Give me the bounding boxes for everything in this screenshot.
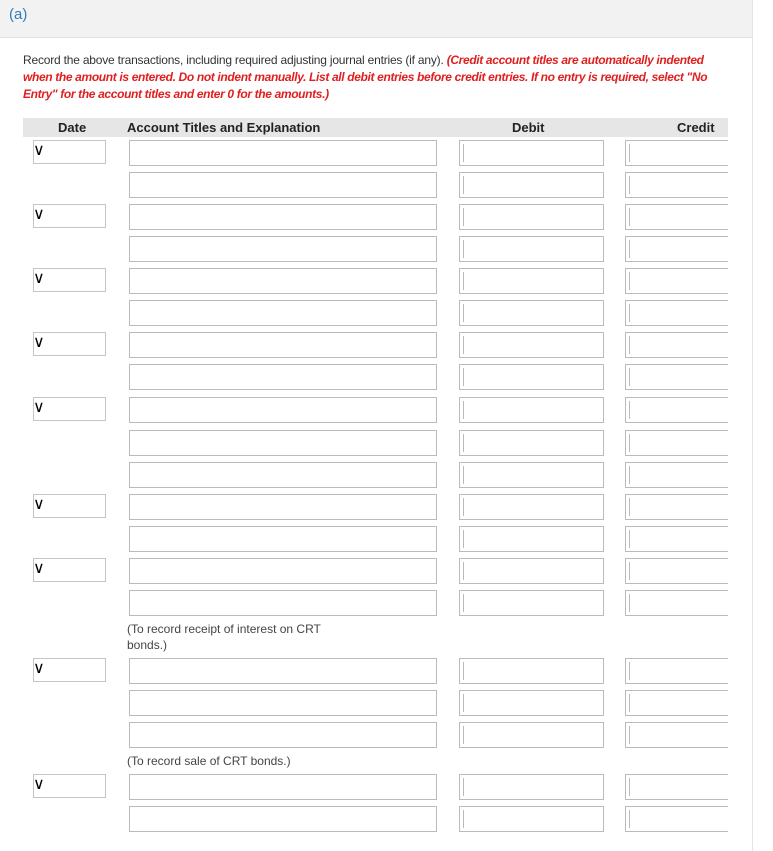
credit-input[interactable] xyxy=(625,462,728,488)
debit-input[interactable] xyxy=(459,268,604,294)
input-edge xyxy=(629,530,630,548)
account-title-input[interactable] xyxy=(129,397,437,423)
journal-row xyxy=(0,300,773,326)
debit-input[interactable] xyxy=(459,658,604,684)
credit-input[interactable] xyxy=(625,430,728,456)
chevron-down-icon: ∨ xyxy=(33,142,45,159)
journal-row xyxy=(0,774,773,800)
account-title-input[interactable] xyxy=(129,558,437,584)
debit-input[interactable] xyxy=(459,806,604,832)
input-edge xyxy=(463,176,464,194)
credit-input[interactable] xyxy=(625,364,728,390)
input-edge xyxy=(629,810,630,828)
journal-row xyxy=(0,658,773,684)
input-edge xyxy=(463,466,464,484)
chevron-down-icon: ∨ xyxy=(33,496,45,513)
account-title-input[interactable] xyxy=(129,268,437,294)
credit-input[interactable] xyxy=(625,806,728,832)
input-edge xyxy=(463,304,464,322)
chevron-down-icon: ∨ xyxy=(33,776,45,793)
input-edge xyxy=(629,144,630,162)
journal-row xyxy=(0,397,773,423)
account-title-input[interactable] xyxy=(129,204,437,230)
part-header-bar xyxy=(0,0,752,38)
part-label: (a) xyxy=(9,6,28,23)
credit-input[interactable] xyxy=(625,690,728,716)
input-edge xyxy=(629,208,630,226)
input-edge xyxy=(629,594,630,612)
input-edge xyxy=(629,304,630,322)
input-edge xyxy=(463,594,464,612)
header-date: Date xyxy=(58,120,87,135)
account-title-input[interactable] xyxy=(129,806,437,832)
journal-row xyxy=(0,462,773,488)
journal-row xyxy=(0,236,773,262)
debit-input[interactable] xyxy=(459,332,604,358)
debit-input[interactable] xyxy=(459,590,604,616)
chevron-down-icon: ∨ xyxy=(33,270,45,287)
input-edge xyxy=(629,466,630,484)
input-edge xyxy=(463,498,464,516)
input-edge xyxy=(463,401,464,419)
input-edge xyxy=(463,434,464,452)
header-account-titles: Account Titles and Explanation xyxy=(127,120,321,135)
journal-row xyxy=(0,590,773,616)
debit-input[interactable] xyxy=(459,494,604,520)
account-title-input[interactable] xyxy=(129,236,437,262)
explanation-interest: (To record receipt of interest on CRT bonds.) xyxy=(127,622,321,652)
account-title-input[interactable] xyxy=(129,658,437,684)
input-edge xyxy=(629,434,630,452)
account-title-input[interactable] xyxy=(129,364,437,390)
journal-row xyxy=(0,332,773,358)
input-edge xyxy=(629,726,630,744)
debit-input[interactable] xyxy=(459,397,604,423)
debit-input[interactable] xyxy=(459,172,604,198)
account-title-input[interactable] xyxy=(129,774,437,800)
instructions xyxy=(23,52,735,103)
input-edge xyxy=(463,662,464,680)
input-edge xyxy=(463,810,464,828)
header-debit: Debit xyxy=(512,120,545,135)
debit-input[interactable] xyxy=(459,722,604,748)
credit-input[interactable] xyxy=(625,300,728,326)
input-edge xyxy=(463,694,464,712)
credit-input[interactable] xyxy=(625,494,728,520)
credit-input[interactable] xyxy=(625,236,728,262)
credit-input[interactable] xyxy=(625,558,728,584)
input-edge xyxy=(629,498,630,516)
debit-input[interactable] xyxy=(459,364,604,390)
account-title-input[interactable] xyxy=(129,332,437,358)
input-edge xyxy=(463,240,464,258)
journal-row xyxy=(0,526,773,552)
input-edge xyxy=(629,401,630,419)
header-credit: Credit xyxy=(677,120,715,135)
instructions-text: Record the above transactions, including required adjusting journal entries (if any). xyxy=(23,53,447,67)
account-title-input[interactable] xyxy=(129,140,437,166)
input-edge xyxy=(463,530,464,548)
input-edge xyxy=(463,562,464,580)
chevron-down-icon: ∨ xyxy=(33,660,45,677)
credit-input[interactable] xyxy=(625,722,728,748)
debit-input[interactable] xyxy=(459,462,604,488)
input-edge xyxy=(629,562,630,580)
input-edge xyxy=(629,176,630,194)
input-edge xyxy=(629,368,630,386)
journal-row xyxy=(0,494,773,520)
journal-row xyxy=(0,690,773,716)
credit-input[interactable] xyxy=(625,774,728,800)
input-edge xyxy=(629,240,630,258)
credit-input[interactable] xyxy=(625,268,728,294)
account-title-input[interactable] xyxy=(129,300,437,326)
debit-input[interactable] xyxy=(459,430,604,456)
account-title-input[interactable] xyxy=(129,690,437,716)
journal-row xyxy=(0,364,773,390)
input-edge xyxy=(463,778,464,796)
debit-input[interactable] xyxy=(459,300,604,326)
input-edge xyxy=(463,368,464,386)
journal-row xyxy=(0,430,773,456)
debit-input[interactable] xyxy=(459,236,604,262)
journal-row xyxy=(0,558,773,584)
input-edge xyxy=(629,694,630,712)
chevron-down-icon: ∨ xyxy=(33,560,45,577)
account-title-input[interactable] xyxy=(129,494,437,520)
credit-input[interactable] xyxy=(625,172,728,198)
journal-row xyxy=(0,172,773,198)
credit-input[interactable] xyxy=(625,204,728,230)
debit-input[interactable] xyxy=(459,558,604,584)
journal-row xyxy=(0,140,773,166)
credit-input[interactable] xyxy=(625,140,728,166)
explanation-sale: (To record sale of CRT bonds.) xyxy=(127,754,291,768)
input-edge xyxy=(629,662,630,680)
instructions-note: (Credit account titles are automatically indented when the amount is entered. Do not indent manually. List all debit entries before credit entries. If no entry is required, select "No Entry" for the account titles and enter 0 for the amounts.) xyxy=(23,53,708,101)
debit-input[interactable] xyxy=(459,140,604,166)
account-title-input[interactable] xyxy=(129,722,437,748)
input-edge xyxy=(629,336,630,354)
debit-input[interactable] xyxy=(459,526,604,552)
account-title-input[interactable] xyxy=(129,172,437,198)
input-edge xyxy=(463,336,464,354)
input-edge xyxy=(463,726,464,744)
input-edge xyxy=(629,778,630,796)
journal-row xyxy=(0,722,773,748)
debit-input[interactable] xyxy=(459,774,604,800)
account-title-input[interactable] xyxy=(129,430,437,456)
chevron-down-icon: ∨ xyxy=(33,206,45,223)
credit-input[interactable] xyxy=(625,526,728,552)
journal-row xyxy=(0,204,773,230)
journal-row xyxy=(0,268,773,294)
journal-row xyxy=(0,806,773,832)
account-title-input[interactable] xyxy=(129,590,437,616)
chevron-down-icon: ∨ xyxy=(33,399,45,416)
input-edge xyxy=(463,144,464,162)
debit-input[interactable] xyxy=(459,690,604,716)
account-title-input[interactable] xyxy=(129,462,437,488)
chevron-down-icon: ∨ xyxy=(33,334,45,351)
journal-table-header xyxy=(23,118,728,137)
account-title-input[interactable] xyxy=(129,526,437,552)
credit-input[interactable] xyxy=(625,397,728,423)
credit-input[interactable] xyxy=(625,658,728,684)
debit-input[interactable] xyxy=(459,204,604,230)
input-edge xyxy=(629,272,630,290)
credit-input[interactable] xyxy=(625,332,728,358)
input-edge xyxy=(463,208,464,226)
credit-input[interactable] xyxy=(625,590,728,616)
input-edge xyxy=(463,272,464,290)
